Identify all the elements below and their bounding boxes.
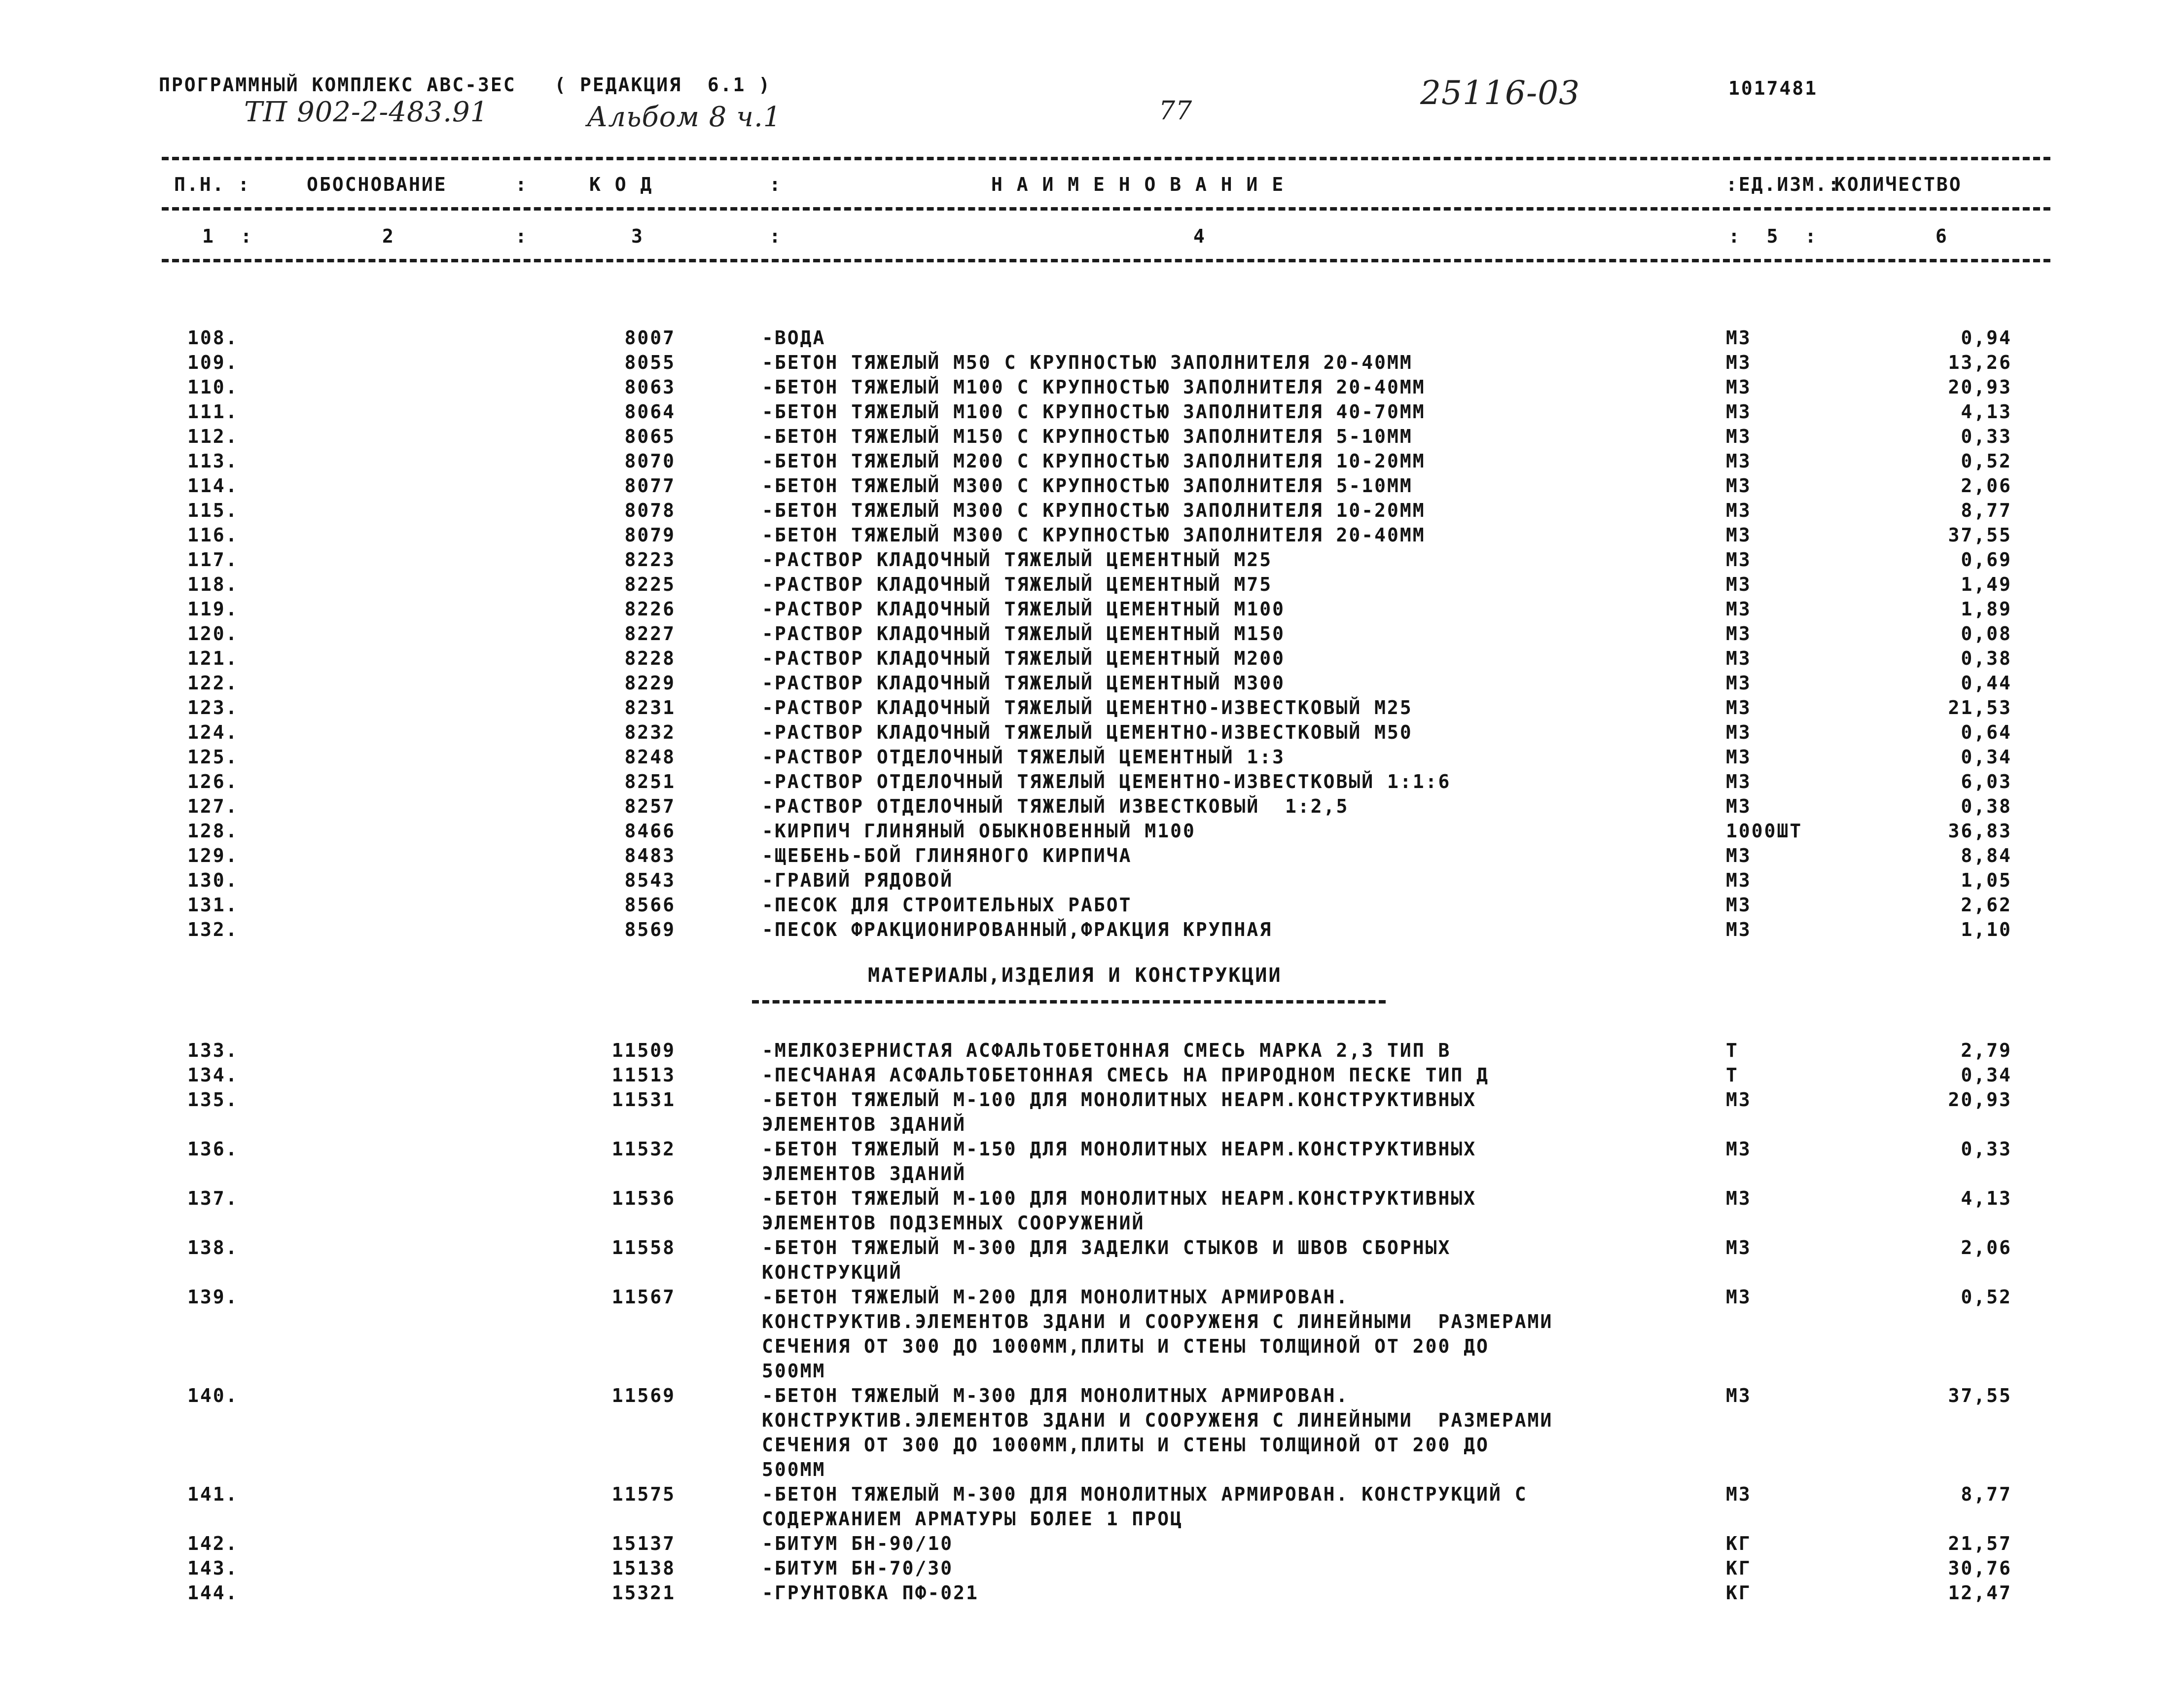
handwritten-album: Альбом 8 ч.1 [587,101,782,133]
row-quantity: 2,79 [1961,1040,2012,1061]
col-separator: : [515,174,528,195]
row-quantity: 0,52 [1961,450,2012,472]
row-unit: КГ [1726,1582,1752,1604]
row-name: -ВОДА [762,327,826,349]
row-quantity: 0,34 [1961,1064,2012,1086]
table-row [0,1063,2184,1087]
row-name: КОНСТРУКТИВ.ЭЛЕМЕНТОВ ЗДАНИ И СООРУЖЕНЯ С ЛИНЕЙНЫМИ РАЗМЕРАМИ [762,1409,1553,1431]
row-code: 8065 [624,426,676,447]
row-number: 138. [187,1237,239,1258]
section-underline [752,1000,1386,1004]
row-quantity: 2,62 [1961,894,2012,916]
col-label-unit: :ЕД.ИЗМ.: [1726,174,1841,195]
row-quantity: 8,77 [1961,1483,2012,1505]
row-number: 137. [187,1187,239,1209]
row-code: 8483 [624,845,676,866]
row-name: -БЕТОН ТЯЖЕЛЫЙ М-200 ДЛЯ МОНОЛИТНЫХ АРМИРОВАН. [762,1286,1349,1308]
row-unit: М3 [1726,1138,1752,1160]
row-unit: М3 [1726,1237,1752,1258]
row-number: 124. [187,721,239,743]
row-number: 127. [187,795,239,817]
row-number: 128. [187,820,239,842]
table-row [0,720,2184,745]
table-row [0,868,2184,893]
row-code: 8228 [624,647,676,669]
table-row [0,375,2184,399]
row-unit: М3 [1726,598,1752,620]
row-quantity: 30,76 [1948,1557,2012,1579]
table-row [0,473,2184,498]
row-code: 8232 [624,721,676,743]
row-quantity: 21,53 [1948,697,2012,719]
row-quantity: 1,89 [1961,598,2012,620]
row-unit: М3 [1726,401,1752,423]
row-name: -МЕЛКОЗЕРНИСТАЯ АСФАЛЬТОБЕТОННАЯ СМЕСЬ МАРКА 2,3 ТИП В [762,1040,1451,1061]
row-name: -БЕТОН ТЯЖЕЛЫЙ М-300 ДЛЯ МОНОЛИТНЫХ АРМИРОВАН. КОНСТРУКЦИЙ С [762,1483,1528,1505]
row-name: СОДЕРЖАНИЕМ АРМАТУРЫ БОЛЕЕ 1 ПРОЦ [762,1508,1183,1530]
row-name: ЭЛЕМЕНТОВ ПОДЗЕМНЫХ СООРУЖЕНИЙ [762,1212,1145,1234]
row-code: 11575 [611,1483,676,1505]
row-code: 11509 [611,1040,676,1061]
col-separator: : [769,174,782,195]
table-row [0,523,2184,547]
row-name: КОНСТРУКТИВ.ЭЛЕМЕНТОВ ЗДАНИ И СООРУЖЕНЯ С ЛИНЕЙНЫМИ РАЗМЕРАМИ [762,1311,1553,1332]
table-row [0,819,2184,843]
row-quantity: 20,93 [1948,1089,2012,1111]
row-number: 130. [187,869,239,891]
col-index-4: 4 [1193,225,1206,247]
col-label-pn: П.Н. : [174,174,251,195]
col-index-1: 1 : [202,225,253,247]
row-name: ЭЛЕМЕНТОВ ЗДАНИЙ [762,1114,967,1135]
row-code: 8229 [624,672,676,694]
row-quantity: 4,13 [1961,401,2012,423]
row-code: 8055 [624,352,676,373]
row-name: 500ММ [762,1360,826,1382]
row-code: 11536 [611,1187,676,1209]
table-row [0,1556,2184,1581]
row-unit: М3 [1726,894,1752,916]
table-row [0,498,2184,523]
section-title: МАТЕРИАЛЫ,ИЗДЕЛИЯ И КОНСТРУКЦИИ [868,964,1282,987]
row-unit: Т [1726,1040,1739,1061]
row-quantity: 1,05 [1961,869,2012,891]
row-number: 122. [187,672,239,694]
row-name: -БЕТОН ТЯЖЕЛЫЙ М200 С КРУПНОСТЬЮ ЗАПОЛНИТЕЛЯ 10-20ММ [762,450,1426,472]
header-rule-top [162,157,2050,160]
row-name: -КИРПИЧ ГЛИНЯНЫЙ ОБЫКНОВЕННЫЙ М100 [762,820,1196,842]
table-row [0,621,2184,646]
row-code: 8566 [624,894,676,916]
row-code: 8063 [624,376,676,398]
row-name: -БЕТОН ТЯЖЕЛЫЙ М100 С КРУПНОСТЬЮ ЗАПОЛНИТЕЛЯ 20-40ММ [762,376,1426,398]
row-number: 136. [187,1138,239,1160]
row-quantity: 4,13 [1961,1187,2012,1209]
row-number: 108. [187,327,239,349]
row-unit: М3 [1726,672,1752,694]
row-quantity: 0,08 [1961,623,2012,645]
row-number: 115. [187,500,239,521]
row-quantity: 36,83 [1948,820,2012,842]
row-name: -РАСТВОР КЛАДОЧНЫЙ ТЯЖЕЛЫЙ ЦЕМЕНТНО-ИЗВЕСТКОВЫЙ М25 [762,697,1413,719]
table-row [0,1531,2184,1556]
row-number: 144. [187,1582,239,1604]
row-quantity: 0,34 [1961,746,2012,768]
row-name: -РАСТВОР КЛАДОЧНЫЙ ТЯЖЕЛЫЙ ЦЕМЕНТНО-ИЗВЕСТКОВЫЙ М50 [762,721,1413,743]
row-name: -БЕТОН ТЯЖЕЛЫЙ М50 С КРУПНОСТЬЮ ЗАПОЛНИТЕЛЯ 20-40ММ [762,352,1413,373]
row-unit: 1000ШТ [1726,820,1803,842]
row-code: 11532 [611,1138,676,1160]
document-number: 1017481 [1728,77,1818,99]
row-code: 8248 [624,746,676,768]
col-label-name: Н А И М Е Н О В А Н И Е [991,174,1285,195]
row-code: 8226 [624,598,676,620]
row-unit: М3 [1726,697,1752,719]
row-unit: КГ [1726,1533,1752,1554]
row-name: -БЕТОН ТЯЖЕЛЫЙ М300 С КРУПНОСТЬЮ ЗАПОЛНИТЕЛЯ 20-40ММ [762,524,1426,546]
table-row [0,424,2184,449]
row-name: -РАСТВОР КЛАДОЧНЫЙ ТЯЖЕЛЫЙ ЦЕМЕНТНЫЙ М300 [762,672,1285,694]
row-quantity: 0,38 [1961,647,2012,669]
row-number: 116. [187,524,239,546]
table-row [0,1038,2184,1063]
row-unit: М3 [1726,574,1752,595]
col-index-3: 3 [631,225,644,247]
row-number: 134. [187,1064,239,1086]
row-quantity: 0,38 [1961,795,2012,817]
col-index-2: 2 [382,225,395,247]
row-quantity: 21,57 [1948,1533,2012,1554]
row-code: 8225 [624,574,676,595]
row-unit: М3 [1726,795,1752,817]
row-unit: М3 [1726,1286,1752,1308]
row-quantity: 13,26 [1948,352,2012,373]
row-number: 133. [187,1040,239,1061]
row-code: 8223 [624,549,676,571]
table-row [0,597,2184,621]
row-name: -БЕТОН ТЯЖЕЛЫЙ М300 С КРУПНОСТЬЮ ЗАПОЛНИТЕЛЯ 5-10ММ [762,475,1413,497]
table-row [0,1186,2184,1235]
row-code: 11569 [611,1385,676,1406]
table-row [0,572,2184,597]
row-code: 11567 [611,1286,676,1308]
row-quantity: 6,03 [1961,771,2012,792]
table-row [0,399,2184,424]
row-unit: М3 [1726,500,1752,521]
row-name: -РАСТВОР ОТДЕЛОЧНЫЙ ТЯЖЕЛЫЙ ИЗВЕСТКОВЫЙ 1:2,5 [762,795,1349,817]
row-code: 11513 [611,1064,676,1086]
row-quantity: 0,33 [1961,1138,2012,1160]
row-unit: КГ [1726,1557,1752,1579]
row-code: 8227 [624,623,676,645]
row-unit: М3 [1726,1187,1752,1209]
table-row [0,695,2184,720]
row-quantity: 8,77 [1961,500,2012,521]
row-name: -БЕТОН ТЯЖЕЛЫЙ М-100 ДЛЯ МОНОЛИТНЫХ НЕАРМ.КОНСТРУКТИВНЫХ [762,1089,1477,1111]
row-code: 15321 [611,1582,676,1604]
row-number: 126. [187,771,239,792]
row-code: 8569 [624,919,676,940]
row-code: 8070 [624,450,676,472]
row-number: 117. [187,549,239,571]
row-unit: М3 [1726,1385,1752,1406]
row-number: 139. [187,1286,239,1308]
row-name: -РАСТВОР ОТДЕЛОЧНЫЙ ТЯЖЕЛЫЙ ЦЕМЕНТНО-ИЗВЕСТКОВЫЙ 1:1:6 [762,771,1451,792]
row-unit: М3 [1726,1483,1752,1505]
row-quantity: 12,47 [1948,1582,2012,1604]
row-quantity: 0,94 [1961,327,2012,349]
table-row [0,1482,2184,1531]
row-number: 141. [187,1483,239,1505]
row-name: -ПЕСЧАНАЯ АСФАЛЬТОБЕТОННАЯ СМЕСЬ НА ПРИРОДНОМ ПЕСКЕ ТИП Д [762,1064,1490,1086]
row-quantity: 0,69 [1961,549,2012,571]
row-name: СЕЧЕНИЯ ОТ 300 ДО 1000ММ,ПЛИТЫ И СТЕНЫ ТОЛЩИНОЙ ОТ 200 ДО [762,1434,1490,1456]
row-name: 500ММ [762,1459,826,1480]
row-number: 120. [187,623,239,645]
row-quantity: 2,06 [1961,1237,2012,1258]
table-row [0,1383,2184,1482]
program-header: ПРОГРАММНЫЙ КОМПЛЕКС АВС-ЗЕС ( РЕДАКЦИЯ 6.1 ) [159,74,772,96]
row-code: 11558 [611,1237,676,1258]
row-code: 8077 [624,475,676,497]
table-row [0,893,2184,917]
row-unit: М3 [1726,352,1752,373]
row-name: -ГРАВИЙ РЯДОВОЙ [762,869,954,891]
row-quantity: 1,49 [1961,574,2012,595]
table-row [0,1581,2184,1605]
row-name: ЭЛЕМЕНТОВ ЗДАНИЙ [762,1163,967,1185]
row-name: -РАСТВОР КЛАДОЧНЫЙ ТЯЖЕЛЫЙ ЦЕМЕНТНЫЙ М75 [762,574,1273,595]
row-number: 111. [187,401,239,423]
row-unit: М3 [1726,1089,1752,1111]
col-label-justification: ОБОСНОВАНИЕ [307,174,447,195]
row-name: КОНСТРУКЦИЙ [762,1261,902,1283]
row-code: 11531 [611,1089,676,1111]
row-unit: М3 [1726,845,1752,866]
header-rule-bottom [162,259,2050,262]
row-name: -РАСТВОР КЛАДОЧНЫЙ ТЯЖЕЛЫЙ ЦЕМЕНТНЫЙ М25 [762,549,1273,571]
row-quantity: 0,64 [1961,721,2012,743]
row-unit: М3 [1726,549,1752,571]
row-number: 143. [187,1557,239,1579]
row-code: 8251 [624,771,676,792]
row-number: 129. [187,845,239,866]
row-number: 131. [187,894,239,916]
row-number: 140. [187,1385,239,1406]
row-name: -ПЕСОК ДЛЯ СТРОИТЕЛЬНЫХ РАБОТ [762,894,1132,916]
table-row [0,449,2184,473]
table-row [0,843,2184,868]
row-number: 112. [187,426,239,447]
row-quantity: 8,84 [1961,845,2012,866]
row-name: -БЕТОН ТЯЖЕЛЫЙ М-150 ДЛЯ МОНОЛИТНЫХ НЕАРМ.КОНСТРУКТИВНЫХ [762,1138,1477,1160]
table-row [0,1235,2184,1285]
row-quantity: 0,44 [1961,672,2012,694]
row-code: 15138 [611,1557,676,1579]
col-index-6: 6 [1935,225,1948,247]
row-unit: М3 [1726,919,1752,940]
row-number: 135. [187,1089,239,1111]
table-row [0,350,2184,375]
row-quantity: 1,10 [1961,919,2012,940]
row-code: 8231 [624,697,676,719]
row-name: -БЕТОН ТЯЖЕЛЫЙ М-300 ДЛЯ ЗАДЕЛКИ СТЫКОВ И ШВОВ СБОРНЫХ [762,1237,1451,1258]
row-quantity: 20,93 [1948,376,2012,398]
row-number: 119. [187,598,239,620]
row-number: 132. [187,919,239,940]
row-number: 113. [187,450,239,472]
row-number: 125. [187,746,239,768]
row-number: 123. [187,697,239,719]
handwritten-code: 25116-03 [1420,74,1580,112]
row-code: 8543 [624,869,676,891]
row-name: -БЕТОН ТЯЖЕЛЫЙ М-100 ДЛЯ МОНОЛИТНЫХ НЕАРМ.КОНСТРУКТИВНЫХ [762,1187,1477,1209]
row-name: -РАСТВОР КЛАДОЧНЫЙ ТЯЖЕЛЫЙ ЦЕМЕНТНЫЙ М200 [762,647,1285,669]
row-name: -РАСТВОР ОТДЕЛОЧНЫЙ ТЯЖЕЛЫЙ ЦЕМЕНТНЫЙ 1:3 [762,746,1285,768]
table-row [0,646,2184,671]
row-quantity: 37,55 [1948,1385,2012,1406]
row-unit: М3 [1726,623,1752,645]
row-name: -ГРУНТОВКА ПФ-021 [762,1582,979,1604]
row-code: 8079 [624,524,676,546]
table-row [0,325,2184,350]
table-row [0,769,2184,794]
row-unit: М3 [1726,647,1752,669]
col-index-sep: : [515,225,528,247]
row-quantity: 0,33 [1961,426,2012,447]
header-rule-mid [162,207,2050,211]
row-unit: Т [1726,1064,1739,1086]
row-unit: М3 [1726,746,1752,768]
col-index-5: : 5 : [1728,225,1818,247]
row-name: -БИТУМ БН-90/10 [762,1533,954,1554]
table-row [0,671,2184,695]
row-unit: М3 [1726,475,1752,497]
handwritten-project-number: ТП 902-2-483.91 [244,96,489,128]
row-code: 8257 [624,795,676,817]
row-code: 15137 [611,1533,676,1554]
row-unit: М3 [1726,426,1752,447]
row-number: 114. [187,475,239,497]
row-name: -БЕТОН ТЯЖЕЛЫЙ М100 С КРУПНОСТЬЮ ЗАПОЛНИТЕЛЯ 40-70ММ [762,401,1426,423]
row-quantity: 37,55 [1948,524,2012,546]
row-unit: М3 [1726,376,1752,398]
table-row [0,794,2184,819]
col-label-code: К О Д [589,174,653,195]
row-name: -БЕТОН ТЯЖЕЛЫЙ М300 С КРУПНОСТЬЮ ЗАПОЛНИТЕЛЯ 10-20ММ [762,500,1426,521]
row-name: -ПЕСОК ФРАКЦИОНИРОВАННЫЙ,ФРАКЦИЯ КРУПНАЯ [762,919,1273,940]
row-unit: М3 [1726,869,1752,891]
row-name: -РАСТВОР КЛАДОЧНЫЙ ТЯЖЕЛЫЙ ЦЕМЕНТНЫЙ М150 [762,623,1285,645]
row-number: 121. [187,647,239,669]
row-quantity: 2,06 [1961,475,2012,497]
row-number: 118. [187,574,239,595]
table-row [0,1087,2184,1137]
page-number: 77 [1159,96,1193,126]
row-name: -БЕТОН ТЯЖЕЛЫЙ М150 С КРУПНОСТЬЮ ЗАПОЛНИТЕЛЯ 5-10ММ [762,426,1413,447]
col-index-sep: : [769,225,782,247]
row-unit: М3 [1726,721,1752,743]
row-name: СЕЧЕНИЯ ОТ 300 ДО 1000ММ,ПЛИТЫ И СТЕНЫ ТОЛЩИНОЙ ОТ 200 ДО [762,1335,1490,1357]
row-name: -РАСТВОР КЛАДОЧНЫЙ ТЯЖЕЛЫЙ ЦЕМЕНТНЫЙ М100 [762,598,1285,620]
row-unit: М3 [1726,771,1752,792]
row-unit: М3 [1726,327,1752,349]
col-label-quantity: КОЛИЧЕСТВО [1834,174,1962,195]
row-code: 8007 [624,327,676,349]
row-quantity: 0,52 [1961,1286,2012,1308]
table-row [0,1285,2184,1383]
table-row [0,1137,2184,1186]
table-row [0,917,2184,942]
row-code: 8466 [624,820,676,842]
row-code: 8064 [624,401,676,423]
row-unit: М3 [1726,524,1752,546]
table-row [0,547,2184,572]
row-name: -БИТУМ БН-70/30 [762,1557,954,1579]
row-number: 110. [187,376,239,398]
row-name: -БЕТОН ТЯЖЕЛЫЙ М-300 ДЛЯ МОНОЛИТНЫХ АРМИРОВАН. [762,1385,1349,1406]
table-row [0,745,2184,769]
row-name: -ЩЕБЕНЬ-БОЙ ГЛИНЯНОГО КИРПИЧА [762,845,1132,866]
row-unit: М3 [1726,450,1752,472]
row-number: 109. [187,352,239,373]
row-code: 8078 [624,500,676,521]
row-number: 142. [187,1533,239,1554]
